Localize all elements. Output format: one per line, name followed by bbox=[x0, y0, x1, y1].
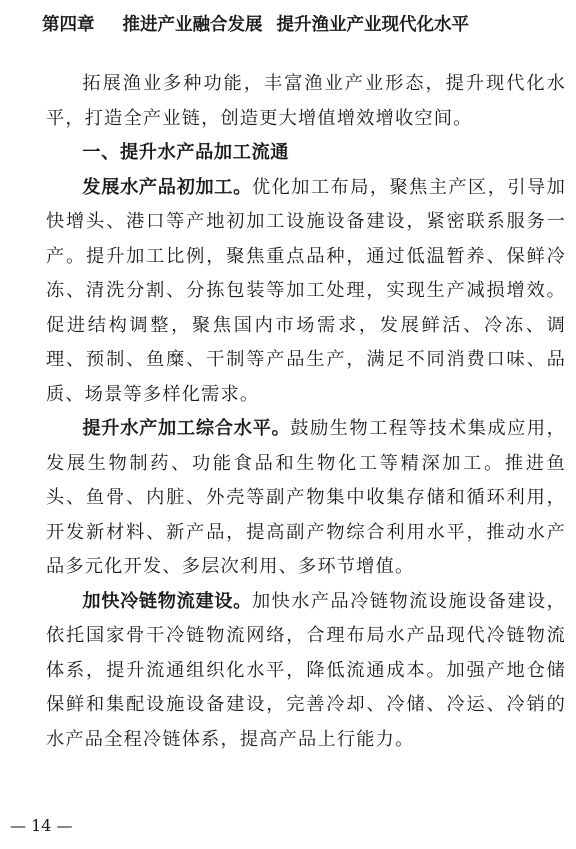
paragraph-primary-processing bbox=[46, 171, 566, 413]
paragraph-lead: 提升水产加工综合水平。 bbox=[82, 418, 291, 439]
paragraph-text: 鼓励生物工程等技术集成应用，发展生物制药、功能食品和生物化工等精深加工。推进鱼头、鱼骨、内脏、外壳等副产物集中收集存储和循环利用，开发新材料、新产品，提高副产物综合利用水平，推动水产品多元化开发、多层次利用、多环节增值。 bbox=[46, 418, 566, 577]
paragraph-text: 加快水产品冷链物流设施设备建设，依托国家骨干冷链物流网络，合理布局水产品现代冷链物流体系，提升流通组织化水平，降低流通成本。加强产地仓储保鲜和集配设施设备建设，完善冷却、冷储、冷运、冷销的水产品全程冷链体系，提高产品上行能力。 bbox=[46, 590, 567, 750]
paragraph-lead: 发展水产品初加工。 bbox=[82, 176, 252, 198]
paragraph-comprehensive-processing bbox=[46, 412, 566, 585]
chapter-body bbox=[46, 67, 566, 757]
page-number: — 14 — bbox=[10, 816, 73, 835]
section-heading: 一、提升水产品加工流通 bbox=[82, 142, 290, 163]
chapter-title-part1: 推进产业融合发展 bbox=[122, 15, 263, 35]
intro-paragraph: 拓展渔业多种功能，丰富渔业产业形态，提升现代化水平，打造全产业链，创造更大增值增效增收空间。 bbox=[46, 73, 566, 129]
paragraph-lead: 加快冷链物流建设。 bbox=[82, 590, 252, 612]
chapter-title-part2: 提升渔业产业现代化水平 bbox=[276, 15, 469, 35]
paragraph-text: 优化加工布局，聚焦主产区，引导加快增头、港口等产地初加工设施设备建设，紧密联系服务一产。提升加工比例，聚焦重点品种，通过低温暂养、保鲜冷冻、清洗分割、分拣包装等加工处理，实现生产减损增效。促进结构调整，聚焦国内市场需求，发展鲜活、冷冻、调理、预制、鱼糜、干制等产品生产，满足不同消费口味、品质、场景等多样化需求。 bbox=[46, 176, 567, 405]
chapter-number: 第四章 bbox=[42, 15, 95, 35]
chapter-title bbox=[42, 12, 542, 38]
paragraph-cold-chain bbox=[46, 585, 566, 758]
